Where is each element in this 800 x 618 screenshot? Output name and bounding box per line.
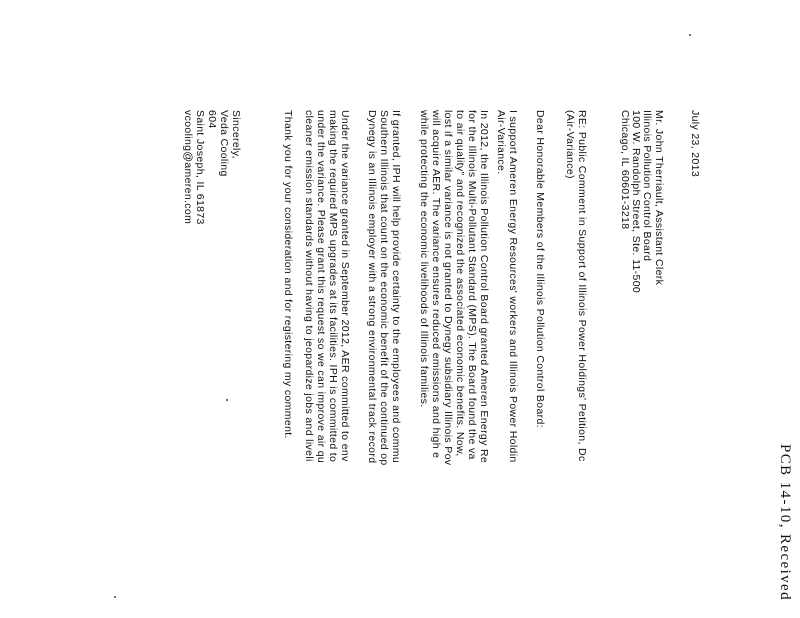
- signature-line: Saint Joseph, IL 61873: [194, 110, 206, 225]
- recipient-line: 100 W. Randolph Street, Ste. 11-500: [630, 110, 642, 294]
- paragraph-2-line: If granted, IPH will help provide certainty to the employees and commu: [390, 110, 402, 464]
- scan-speck: [689, 34, 691, 36]
- paragraph-2-line: Southern Illinois that count on the economic benefit of the continued op: [378, 110, 390, 466]
- salutation: Dear Honorable Members of the Illinois Pollution Control Board:: [534, 110, 546, 428]
- intro-line: Air-Variance.: [495, 110, 507, 175]
- paragraph-1-line: lost if a similar variance is not granted to Dynegy subsidiary Illinois Pov: [442, 110, 454, 466]
- paragraph-1-line: for the Illinois Multi-Pollutant Standard (MPS). The Board found the va: [466, 110, 478, 460]
- signature-line: Sincerely,: [230, 110, 242, 159]
- re-line: (Air-Variance): [564, 110, 576, 179]
- paragraph-3-line: under the variance. Please grant this request so we can improve air qu: [315, 110, 327, 464]
- paragraph-1-line: while protecting the economic livelihoods of Illinois families.: [418, 110, 430, 408]
- closing-line: Thank you for your consideration and for registering my comment.: [282, 110, 294, 439]
- recipient-line: Illinois Pollution Control Board: [641, 110, 653, 262]
- docket-header: PCB 14-10, Received: [777, 444, 793, 602]
- recipient-line: Chicago, IL 60601-3218: [619, 110, 631, 230]
- letter-date: July 23, 2013: [689, 110, 701, 178]
- intro-line: I support Ameren Energy Resources' workers and Illinois Power Holdin: [507, 110, 519, 463]
- paragraph-3-line: cleaner emission standards without having to jeopardize jobs and liveli: [303, 110, 315, 462]
- re-line: RE: Public Comment in Support of Illinois Power Holdings' Petition, Dc: [576, 110, 588, 462]
- signature-line: 604: [206, 110, 218, 129]
- recipient-line: Mr. John Therriault, Assistant Clerk: [653, 110, 665, 286]
- paragraph-2-line: Dynegy is an Illinois employer with a strong environmental track record: [366, 110, 378, 464]
- scan-speck: [114, 596, 116, 598]
- scan-speck: [226, 399, 228, 401]
- paragraph-3-line: making the required MPS upgrades at its facilities. IPH is committed to: [327, 110, 339, 463]
- paragraph-1-line: In 2012, the Illinois Pollution Control Board granted Ameren Energy Re: [478, 110, 490, 464]
- paragraph-3-line: Under the variance granted in September 2012, AER committed to env: [339, 110, 351, 462]
- signature-line: vcooling@ameren.com: [182, 110, 194, 225]
- paragraph-1-line: to air quality" and recognized the associated economic benefits. Now,: [454, 110, 466, 457]
- signature-line: Veda Cooling: [218, 110, 230, 177]
- paragraph-1-line: will acquire AER. The variance ensures reduced emissions and high e: [430, 110, 442, 459]
